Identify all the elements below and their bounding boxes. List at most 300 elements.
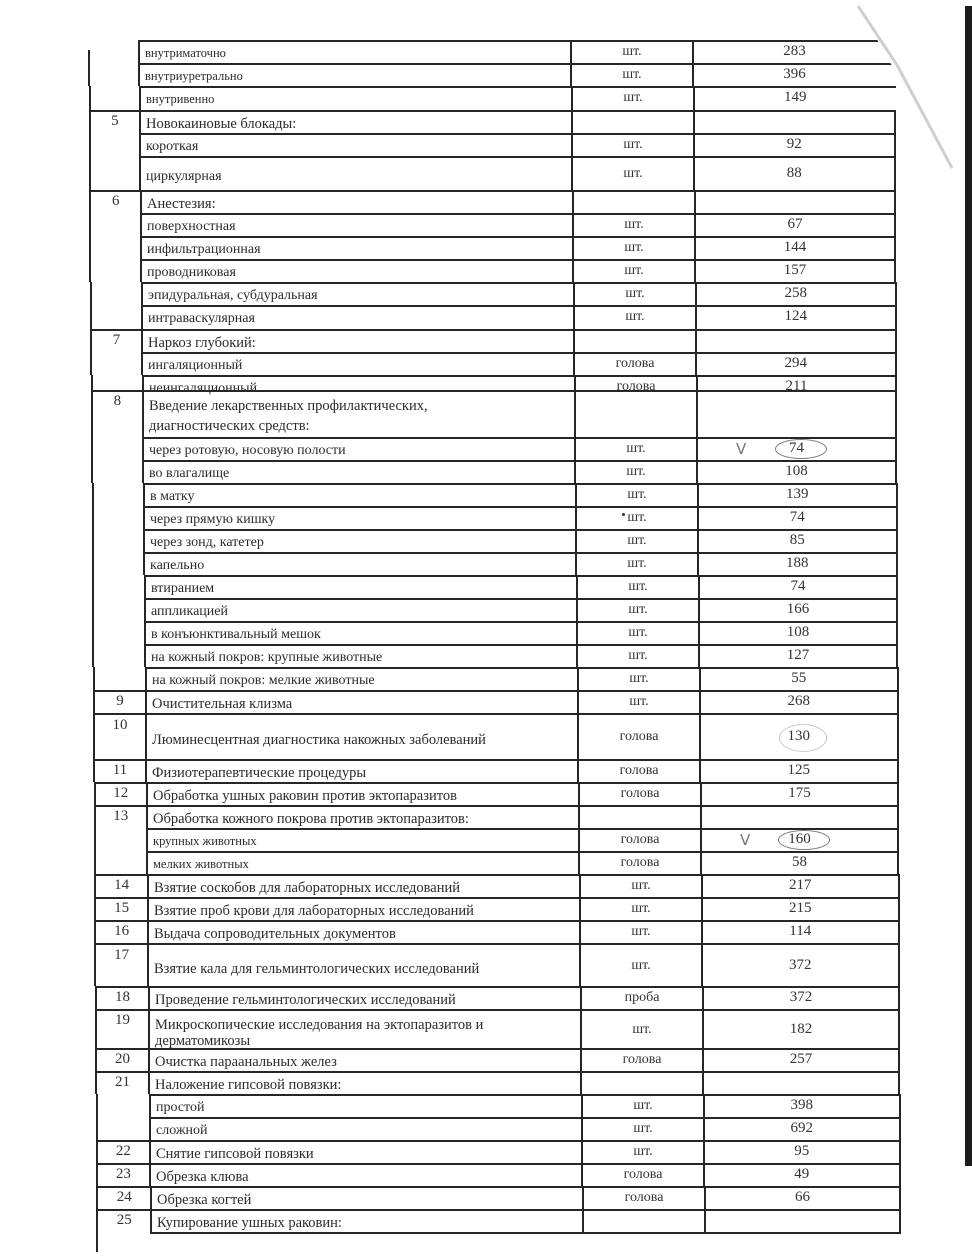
value-cell <box>695 329 897 352</box>
row-number-cell <box>89 110 139 133</box>
service-name-cell <box>149 1117 581 1140</box>
service-name: в матку <box>150 489 195 504</box>
unit: шт. <box>627 510 647 525</box>
unit-cell <box>581 1117 703 1140</box>
service-name: Обрезка когтей <box>157 1192 252 1208</box>
row-number: 25 <box>116 1212 132 1228</box>
row-number-cell <box>91 390 142 437</box>
service-name-cell <box>141 352 573 375</box>
value-cell <box>696 390 897 437</box>
unit-cell <box>579 943 701 986</box>
unit-cell <box>574 437 696 460</box>
value-cell <box>703 1094 901 1117</box>
unit-cell <box>578 828 700 851</box>
unit: шт. <box>631 924 651 939</box>
service-name-cell <box>139 156 571 190</box>
row-number-cell <box>96 1163 149 1186</box>
service-name: Выдача сопроводительных документов <box>154 926 396 942</box>
table-row <box>0 282 972 305</box>
service-name-cell <box>145 690 577 713</box>
service-name-continued: дерматомикозы <box>155 1033 251 1049</box>
service-name: сложной <box>156 1123 208 1138</box>
unit-cell <box>572 236 694 259</box>
unit: шт. <box>626 464 646 479</box>
row-number-cell <box>89 156 139 190</box>
value-cell <box>698 598 898 621</box>
table-row <box>0 305 972 329</box>
value: 127 <box>786 647 810 663</box>
row-number: 18 <box>115 989 130 1005</box>
service-name: на кожный покров: крупные животные <box>151 650 383 665</box>
value: 692 <box>790 1120 813 1136</box>
service-name-cell <box>144 621 576 644</box>
value: 144 <box>783 239 807 255</box>
row-number-cell <box>88 50 138 63</box>
service-name-cell <box>140 236 572 259</box>
service-name-cell <box>141 282 573 305</box>
service-name: Микроскопические исследования на эктопаразитов и <box>155 1017 484 1033</box>
unit-cell <box>571 86 693 110</box>
unit-cell <box>575 506 697 529</box>
unit: шт. <box>631 878 651 893</box>
unit-cell <box>576 598 698 621</box>
unit: шт. <box>633 1098 653 1113</box>
service-name-cell <box>142 437 574 460</box>
service-name: проводниковая <box>147 265 236 280</box>
value: 283 <box>783 43 806 59</box>
row-number-cell <box>94 782 146 805</box>
service-name: внутривенно <box>146 92 215 106</box>
table-row <box>0 851 972 874</box>
value: 108 <box>786 624 810 640</box>
value-cell <box>694 190 896 213</box>
service-name-cell <box>146 828 578 851</box>
row-number: 7 <box>112 332 121 348</box>
service-name: Люминесцентная диагностика накожных заболеваний <box>152 732 486 748</box>
row-number-cell <box>94 851 146 874</box>
unit: голова <box>616 379 656 394</box>
row-number-cell <box>92 529 144 552</box>
unit-cell <box>573 282 695 305</box>
table-row <box>0 190 972 213</box>
service-name-cell <box>149 1094 581 1117</box>
service-name-cell <box>145 713 577 759</box>
service-name-cell <box>145 667 577 690</box>
row-number-cell <box>89 259 140 282</box>
row-number-cell <box>95 1048 148 1071</box>
unit: шт. <box>629 671 649 686</box>
unit: шт. <box>631 901 651 916</box>
unit: голова <box>622 1052 662 1067</box>
table-row <box>0 460 972 483</box>
unit-cell <box>580 1048 702 1071</box>
table-row <box>0 621 972 644</box>
value: 114 <box>789 923 812 939</box>
row-number: 23 <box>115 1166 131 1182</box>
value: 398 <box>790 1097 813 1113</box>
value: 182 <box>789 1021 813 1037</box>
unit: шт. <box>629 694 649 709</box>
row-number-cell <box>92 552 144 575</box>
value: 139 <box>786 486 809 502</box>
row-number-cell <box>93 690 145 713</box>
table-row <box>0 782 972 805</box>
value: 157 <box>783 262 807 278</box>
service-name: эпидуральная, субдуральная <box>148 288 318 303</box>
unit: голова <box>623 1167 663 1182</box>
unit: проба <box>624 990 660 1005</box>
service-name-cell <box>140 259 572 282</box>
table-row <box>0 1094 972 1117</box>
pencil-check-icon: V <box>740 831 751 849</box>
value: 66 <box>795 1189 810 1205</box>
table-row <box>0 1071 972 1094</box>
unit-cell <box>579 897 701 920</box>
service-name: через зонд, катетер <box>150 535 264 550</box>
service-name-cell <box>140 213 572 236</box>
value: 149 <box>784 89 807 105</box>
row-number-cell <box>96 1186 150 1209</box>
row-number-cell <box>91 437 142 460</box>
service-name: капельно <box>150 558 205 573</box>
unit-cell <box>582 1186 704 1209</box>
value: 58 <box>792 854 807 870</box>
service-name: крупных животных <box>153 834 257 848</box>
row-number: 19 <box>115 1012 130 1028</box>
value-cell <box>695 305 897 329</box>
row-number-cell <box>95 1009 148 1048</box>
unit-cell <box>572 213 694 236</box>
value: 268 <box>787 693 810 709</box>
value: 215 <box>789 900 812 916</box>
service-name: мелких животных <box>153 857 249 871</box>
value: 124 <box>784 308 807 324</box>
service-name: Обработка ушных раковин против эктопаразитов <box>153 788 457 804</box>
unit-cell <box>575 552 697 575</box>
scanner-edge <box>965 6 972 1166</box>
unit-cell <box>577 713 699 759</box>
service-name: поверхностная <box>147 219 236 234</box>
unit: шт. <box>628 579 648 594</box>
row-number-cell <box>96 1209 150 1232</box>
unit-cell <box>577 759 699 782</box>
table-row <box>0 352 972 375</box>
pencil-circle-mark <box>775 439 827 459</box>
unit: шт. <box>632 1022 652 1037</box>
service-name-cell <box>146 782 578 805</box>
row-number: 12 <box>113 785 129 801</box>
unit: шт. <box>627 556 647 571</box>
value-cell <box>702 1071 900 1094</box>
service-name: Взятие соскобов для лабораторных исследований <box>154 880 461 896</box>
service-name-cell <box>140 190 572 213</box>
value-cell <box>703 1140 901 1163</box>
table-row <box>0 713 972 759</box>
row-number-cell <box>89 236 140 259</box>
service-name: неингаляционный <box>149 381 258 396</box>
row-number-cell <box>92 506 144 529</box>
unit-cell <box>578 782 700 805</box>
service-name-cell <box>139 86 571 110</box>
service-name: Физиотерапевтические процедуры <box>152 765 367 781</box>
value: 188 <box>786 555 809 571</box>
table-row <box>0 63 972 86</box>
value-cell <box>697 529 898 552</box>
service-name-cell <box>138 40 570 63</box>
value-cell <box>697 483 898 506</box>
unit: шт. <box>628 648 648 663</box>
unit: шт. <box>626 441 646 456</box>
row-number: 13 <box>113 808 129 824</box>
unit-cell <box>579 920 701 943</box>
service-name: втиранием <box>151 581 215 596</box>
ink-dot <box>622 513 625 516</box>
table-row <box>0 529 972 552</box>
service-name-cell <box>146 851 578 874</box>
table-row <box>0 1140 972 1163</box>
table-row <box>0 156 972 190</box>
unit-cell <box>576 644 698 667</box>
service-name: короткая <box>146 139 199 154</box>
service-name-cell <box>148 1071 580 1094</box>
value: 396 <box>783 66 806 82</box>
value: 294 <box>784 355 807 371</box>
value-cell <box>699 690 899 713</box>
unit: голова <box>620 832 660 847</box>
value: 166 <box>786 601 810 617</box>
row-number-cell <box>94 920 147 943</box>
unit: голова <box>619 729 659 744</box>
row-number-cell <box>95 1071 148 1094</box>
value: 55 <box>791 670 807 686</box>
service-name-continued: диагностических средств: <box>149 418 310 434</box>
value: 74 <box>790 578 806 594</box>
table-row <box>0 759 972 782</box>
service-name: Купирование ушных раковин: <box>157 1215 342 1231</box>
value-cell <box>701 897 900 920</box>
unit: шт. <box>624 217 644 232</box>
row-number-cell <box>89 213 140 236</box>
service-name: Взятие проб крови для лабораторных исследований <box>154 903 474 919</box>
value: 88 <box>786 165 802 181</box>
service-name-cell <box>148 1048 580 1071</box>
service-name: внутриуретрально <box>145 69 243 83</box>
unit-cell <box>578 805 700 828</box>
unit-cell <box>574 375 696 394</box>
unit-cell <box>573 352 695 375</box>
service-name-cell <box>148 986 580 1009</box>
unit-cell <box>573 329 695 352</box>
table-row <box>0 897 972 920</box>
unit-cell <box>570 63 692 86</box>
service-name-cell <box>138 63 570 86</box>
table-row <box>0 943 972 986</box>
row-number-cell <box>90 305 141 329</box>
row-number: 17 <box>114 947 130 963</box>
value: 372 <box>789 989 813 1005</box>
row-number-cell <box>92 621 144 644</box>
row-number: 22 <box>115 1143 131 1159</box>
unit: шт. <box>622 44 642 59</box>
service-name-cell <box>147 920 579 943</box>
table-row <box>0 690 972 713</box>
unit: шт. <box>633 1121 653 1136</box>
table-row <box>0 644 972 667</box>
table-row <box>0 1048 972 1071</box>
unit-cell <box>572 259 694 282</box>
unit: шт. <box>623 90 643 105</box>
unit: шт. <box>624 263 644 278</box>
table-row <box>0 213 972 236</box>
value-cell <box>703 1117 901 1140</box>
value: 160 <box>788 831 811 847</box>
value-cell <box>694 213 896 236</box>
value: 108 <box>785 463 808 479</box>
value-cell <box>692 40 895 63</box>
row-number-cell <box>92 575 144 598</box>
value-cell <box>702 1048 900 1071</box>
row-number-cell <box>88 63 138 86</box>
service-name-cell <box>143 529 575 552</box>
row-number-cell <box>90 282 141 305</box>
service-name-cell <box>144 575 576 598</box>
unit: шт. <box>623 166 643 181</box>
service-name-cell <box>148 1009 580 1048</box>
unit-cell <box>576 621 698 644</box>
value: 74 <box>789 440 804 456</box>
value-cell <box>693 156 896 190</box>
row-number-cell <box>89 133 139 156</box>
unit: шт. <box>625 309 645 324</box>
table-row <box>0 133 972 156</box>
value: 372 <box>789 957 812 973</box>
unit-cell <box>579 874 701 897</box>
value: 217 <box>789 877 812 893</box>
service-name-cell <box>142 390 574 437</box>
value-cell <box>698 575 898 598</box>
unit-cell <box>577 690 699 713</box>
row-number-cell <box>93 713 145 759</box>
row-number-cell <box>91 375 142 390</box>
table-row <box>0 1117 972 1140</box>
row-number-cell <box>92 483 144 506</box>
row-number: 14 <box>114 877 130 893</box>
value-cell <box>700 851 899 874</box>
value-cell <box>702 1009 900 1048</box>
row-number: 11 <box>112 762 128 778</box>
row-number-cell <box>92 598 144 621</box>
row-number: 10 <box>112 717 128 733</box>
service-name: Наркоз глубокий: <box>148 335 256 351</box>
value: 125 <box>787 762 810 778</box>
row-number: 6 <box>111 193 120 209</box>
unit-cell <box>581 1094 703 1117</box>
service-name-cell <box>143 506 575 529</box>
table-bottom-border <box>150 1232 901 1234</box>
value-cell <box>694 259 896 282</box>
row-number: 9 <box>116 693 124 709</box>
unit: голова <box>615 356 655 371</box>
value: 74 <box>789 509 805 525</box>
row-number: 16 <box>114 923 130 939</box>
table-row <box>0 552 972 575</box>
row-number-cell <box>94 943 147 986</box>
unit: шт. <box>624 240 644 255</box>
service-name-cell <box>141 305 573 329</box>
table-row <box>0 598 972 621</box>
service-name: Снятие гипсовой повязки <box>156 1146 314 1162</box>
value: 257 <box>789 1051 813 1067</box>
value: 95 <box>794 1143 810 1159</box>
value-cell <box>703 1163 901 1186</box>
unit-cell <box>580 1009 702 1048</box>
service-name: простой <box>156 1100 205 1115</box>
service-name: Проведение гельминтологических исследований <box>155 992 456 1008</box>
unit-cell <box>581 1140 703 1163</box>
table-row <box>0 110 972 133</box>
service-name-cell <box>149 1140 581 1163</box>
service-name-cell <box>143 552 575 575</box>
table-row <box>0 1009 972 1048</box>
value: 175 <box>788 785 811 801</box>
service-name-cell <box>150 1209 582 1232</box>
row-number-cell <box>96 1094 149 1117</box>
value-cell <box>697 506 898 529</box>
service-name-cell <box>144 644 576 667</box>
table-row <box>0 1163 972 1186</box>
table-row <box>0 805 972 828</box>
value-cell <box>696 437 897 460</box>
service-name-cell <box>147 943 579 986</box>
pencil-check-icon: V <box>736 440 747 458</box>
unit-cell <box>580 986 702 1009</box>
service-name: Наложение гипсовой повязки: <box>155 1077 342 1093</box>
row-number-cell <box>90 329 141 352</box>
table-row <box>0 390 972 437</box>
unit: шт. <box>623 137 643 152</box>
table-row <box>0 828 972 851</box>
unit-cell <box>571 156 693 190</box>
row-number-cell <box>93 759 145 782</box>
service-name: интраваскулярная <box>148 311 255 326</box>
table-row <box>0 86 972 110</box>
row-number-cell <box>94 828 146 851</box>
pencil-circle-mark <box>779 724 827 752</box>
value-cell <box>700 828 899 851</box>
value-cell <box>701 874 900 897</box>
table-row <box>0 986 972 1009</box>
service-name: циркулярная <box>146 169 222 184</box>
unit-cell <box>570 40 692 63</box>
row-number: 8 <box>113 393 122 409</box>
row-number-cell <box>96 1117 149 1140</box>
unit-cell <box>575 529 697 552</box>
value: 85 <box>789 532 805 548</box>
row-number: 24 <box>116 1189 132 1205</box>
unit-cell <box>581 1163 703 1186</box>
service-name: Очистительная клизма <box>152 696 293 712</box>
unit: шт. <box>631 958 651 973</box>
service-name: ингаляционный <box>148 358 243 373</box>
unit-cell <box>580 1071 702 1094</box>
service-name-cell <box>142 375 574 396</box>
unit: шт. <box>628 625 648 640</box>
value-cell <box>698 644 898 667</box>
unit: шт. <box>628 602 648 617</box>
pencil-circle-mark <box>778 830 830 850</box>
unit: шт. <box>627 533 647 548</box>
value-cell <box>700 805 899 828</box>
